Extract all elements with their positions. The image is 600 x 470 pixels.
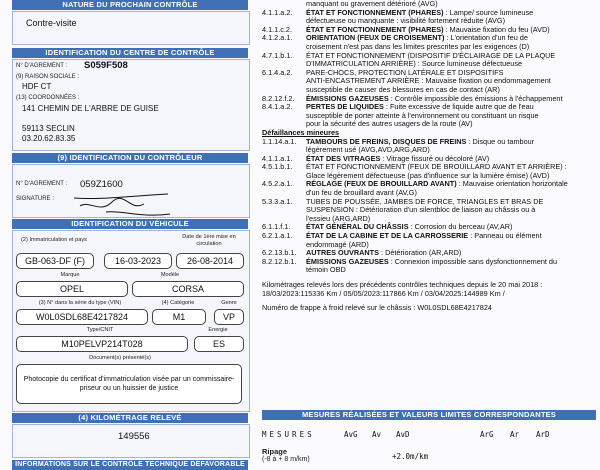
bottom-left-header: INFORMATIONS SUR LE CONTRÔLE TECHNIQUE DÉFAVORABLE [12, 460, 248, 470]
type-box: M10PELVP214T028 [16, 336, 188, 352]
next-visit-header: NATURE DU PROCHAIN CONTRÔLE [12, 0, 248, 10]
col-ar: Ar [510, 430, 520, 439]
energy-box: ES [194, 336, 244, 352]
defect-code: 5.3.3.a.1. [262, 196, 293, 206]
col-ard: ArD [536, 430, 550, 439]
defect-text: PARE-CHOCS, PROTECTION LATÉRALE ET DISPOSITIFS [306, 67, 504, 77]
defect-text: ÉTAT ET FONCTIONNEMENT (DISPOSITIF D'ÉCLAIRAGE DE LA PLAQUE [306, 50, 556, 60]
defect-text: D'IMMATRICULATION ARRIÈRE) : Source lumineuse défectueuse [306, 59, 523, 69]
type-label: Type/CNIT [86, 327, 114, 333]
controller-signature-label: SIGNATURE : [16, 196, 54, 202]
defect-text: d'un feu de brouillard avant (AV,G) [306, 188, 417, 198]
reg-label: (2) Immatriculation et pays [21, 237, 87, 243]
measurements-title: MESURES [262, 430, 315, 439]
defect-text: l'essieu (ARG,ARD) [306, 213, 371, 223]
centre-address-city: 59113 SECLIN [22, 124, 75, 133]
defect-code: 4.5.2.a.1. [262, 179, 293, 189]
defect-text: susceptible de porter atteinte à l'environnement ou constituant un risque [306, 110, 539, 120]
mileage-header: (4) KILOMÉTRAGE RELEVÉ [12, 413, 248, 423]
defect-text: ÉTAT ET FONCTIONNEMENT (PHARES) : Lampe/ source lumineuse [306, 7, 534, 17]
next-visit-value: Contre-visite [26, 18, 77, 28]
defect-text: ÉTAT ET FONCTIONNEMENT (FEUX DE BROUILLARD AVANT ET ARRIÈRE) : [306, 162, 567, 172]
centre-name-value: HDF CT [22, 82, 52, 91]
defect-code: 6.2.13.b.1. [262, 248, 297, 258]
docs-label: Document(s) présenté(s) [89, 355, 151, 361]
centre-name-label: (9) RAISON SOCIALE : [16, 74, 80, 80]
centre-agreement-value: S059F508 [84, 60, 128, 71]
defect-text: ÉTAT DES VITRAGES : Vitrage fissuré ou décoloré (AV) [306, 153, 490, 163]
defect-text: croisement n'est pas dans les limites prescrites par les exigences (D) [306, 41, 530, 51]
col-avg: AvG [344, 430, 358, 439]
defect-text: PERTES DE LIQUIDES : Fuite excessive de liquide autre que de l'eau [306, 102, 534, 112]
defect-text: RÉGLAGE (FEUX DE BROUILLARD AVANT) : Mauvaise orientation horizontale [306, 179, 568, 189]
defect-code: 1.1.14.a.1. [262, 136, 297, 146]
defect-text: ÉTAT ET FONCTIONNEMENT (PHARES) : Mauvaise fixation du feu (AVD) [306, 24, 550, 34]
col-arg: ArG [480, 430, 494, 439]
defect-code: 8.4.1.a.2. [262, 102, 293, 112]
defect-text: ÉMISSIONS GAZEUSES : Contrôle impossible des émissions à l'échappement [306, 93, 563, 103]
centre-address-street: 141 CHEMIN DE L'ARBRE DE GUISE [22, 104, 159, 113]
defect-text: endommagé (ARD) [306, 239, 369, 249]
col-avd: AvD [396, 430, 410, 439]
reg-date-box: 16-03-2023 [104, 253, 172, 269]
brand-label: Marque [60, 272, 80, 278]
controller-agreement-label: N° D'AGREMENT : [16, 181, 68, 187]
registration-box: GB-063-DF (F) [16, 253, 94, 269]
vehicle-header: IDENTIFICATION DU VÉHICULE [12, 219, 248, 229]
vin-box: W0L0SDL68E4217824 [16, 309, 148, 325]
defect-code: 4.5.1.b.1. [262, 162, 293, 172]
centre-header: IDENTIFICATION DU CENTRE DE CONTRÔLE [12, 48, 248, 58]
defect-text: manquant ou gravement détérioré (AVG) [306, 0, 438, 8]
defects-list [262, 0, 596, 313]
defect-code: 4.7.1.b.1. [262, 50, 293, 60]
brand-box: OPEL [16, 281, 128, 297]
controller-header: (9) IDENTIFICATION DU CONTRÔLEUR [12, 153, 248, 163]
genre-box: VP [214, 309, 244, 325]
defect-code: 6.2.1.a.1. [262, 231, 293, 241]
centre-agreement-label: N° D'AGREMENT : [16, 63, 68, 69]
first-circ-box: 26-08-2014 [176, 253, 244, 269]
defect-text: SUSPENSION : Détérioration d'un silentbloc de liaison au châssis ou à [306, 205, 536, 215]
next-visit-panel [12, 11, 250, 45]
first-circ-label: Date de 1ère mise en circulation [182, 234, 236, 247]
col-av: Av [372, 430, 382, 439]
centre-address-label: (13) COORDONNÉES : [16, 95, 80, 101]
category-label: (4) Catégorie [161, 300, 195, 306]
defect-text: AUTRES OUVRANTS : Détérioration (AR,ARD) [306, 248, 462, 258]
defect-text: ÉMISSIONS GAZEUSES : Connexion impossible sans dysfonctionnement du [306, 256, 558, 266]
cold-stamp-number: Numéro de frappe à froid relevé sur le châssis : W0L0SDL68E4217824 [262, 303, 492, 313]
defect-code: 8.2.12.b.1. [262, 256, 297, 266]
defect-code: 4.1.2.a.1. [262, 33, 293, 43]
km-history: 18/03/2023:115336 Km / 05/05/2023:117866 Km / 03/04/2025:144989 Km / [262, 288, 505, 298]
defect-text: susceptible de causer des blessures en cas de contact (AR) [306, 84, 500, 94]
defect-text: ANTI-ENCASTREMENT ARRIÈRE : Mauvaise fixation ou endommagement [306, 76, 551, 86]
defect-text: ORIENTATION (FEUX DE CROISEMENT) : L'orientation d'un feu de [306, 33, 528, 43]
defect-text: défectueuse ou manquante : visibilité fortement réduite (AVG) [306, 16, 506, 26]
defect-text: témoin OBD [306, 265, 346, 275]
defect-text: Glace légèrement défectueuse (pas d'influence sur la lumière émise) (AVD) [306, 170, 550, 180]
defect-text: TUBES DE POUSSÉE, JAMBES DE FORCE, TRIANGLES ET BRAS DE [306, 196, 544, 206]
controller-agreement-value: 059Z1600 [80, 179, 123, 190]
defect-text: légèrement usé (AVG,AVD,ARG,ARD) [306, 145, 430, 155]
model-label: Modèle [160, 272, 180, 278]
ripage-unit: (-8 à + 8 m/km) [262, 456, 310, 463]
signature-drawing [70, 192, 180, 222]
ripage-label: Ripage [262, 447, 288, 456]
defect-code: 4.1.1.c.2. [262, 24, 293, 34]
defect-code: 4.1.1.a.1. [262, 153, 293, 163]
category-box: M1 [152, 309, 206, 325]
vin-label: (3) N° dans la série du type (VIN) [38, 300, 122, 306]
defect-text: ÉTAT GÉNÉRAL DU CHÂSSIS : Corrosion du berceau (AV,AR) [306, 222, 513, 232]
defect-text: TAMBOURS DE FREINS, DISQUES DE FREINS : Disque ou tambour [306, 136, 535, 146]
defect-code: 4.1.1.a.2. [262, 7, 293, 17]
docs-box: Photocopie du certificat d'immatriculation visée par un commissaire-priseur ou un huissier de justice [16, 364, 242, 404]
minor-defects-title: Défaillances mineures [262, 127, 340, 137]
defect-code: 6.1.1.f.1. [262, 222, 291, 232]
centre-phone: 03.20.62.83.35 [22, 134, 76, 143]
measurements-header: MESURES RÉALISÉES ET VALEURS LIMITES CORRESPONDANTES [262, 410, 596, 420]
defect-code: 8.2.12.f.2. [262, 93, 295, 103]
ripage-value: +2.0m/km [392, 452, 429, 461]
energy-label: Energie [208, 327, 228, 333]
defect-text: pour la sécurité des autres usagers de la route (AV) [306, 119, 473, 129]
defect-line [262, 266, 596, 275]
km-history: Kilométrages relevés lors des précédents contrôles techniques depuis le 20 mai 2018 : [262, 280, 543, 289]
genre-label: Genre [221, 300, 237, 306]
mileage-value: 149556 [118, 431, 150, 442]
model-box: CORSA [132, 281, 244, 297]
defect-text: ÉTAT DE LA CABINE ET DE LA CARROSSERIE : Panneau ou élément [306, 231, 542, 241]
defect-code: 6.1.4.a.2. [262, 67, 293, 77]
